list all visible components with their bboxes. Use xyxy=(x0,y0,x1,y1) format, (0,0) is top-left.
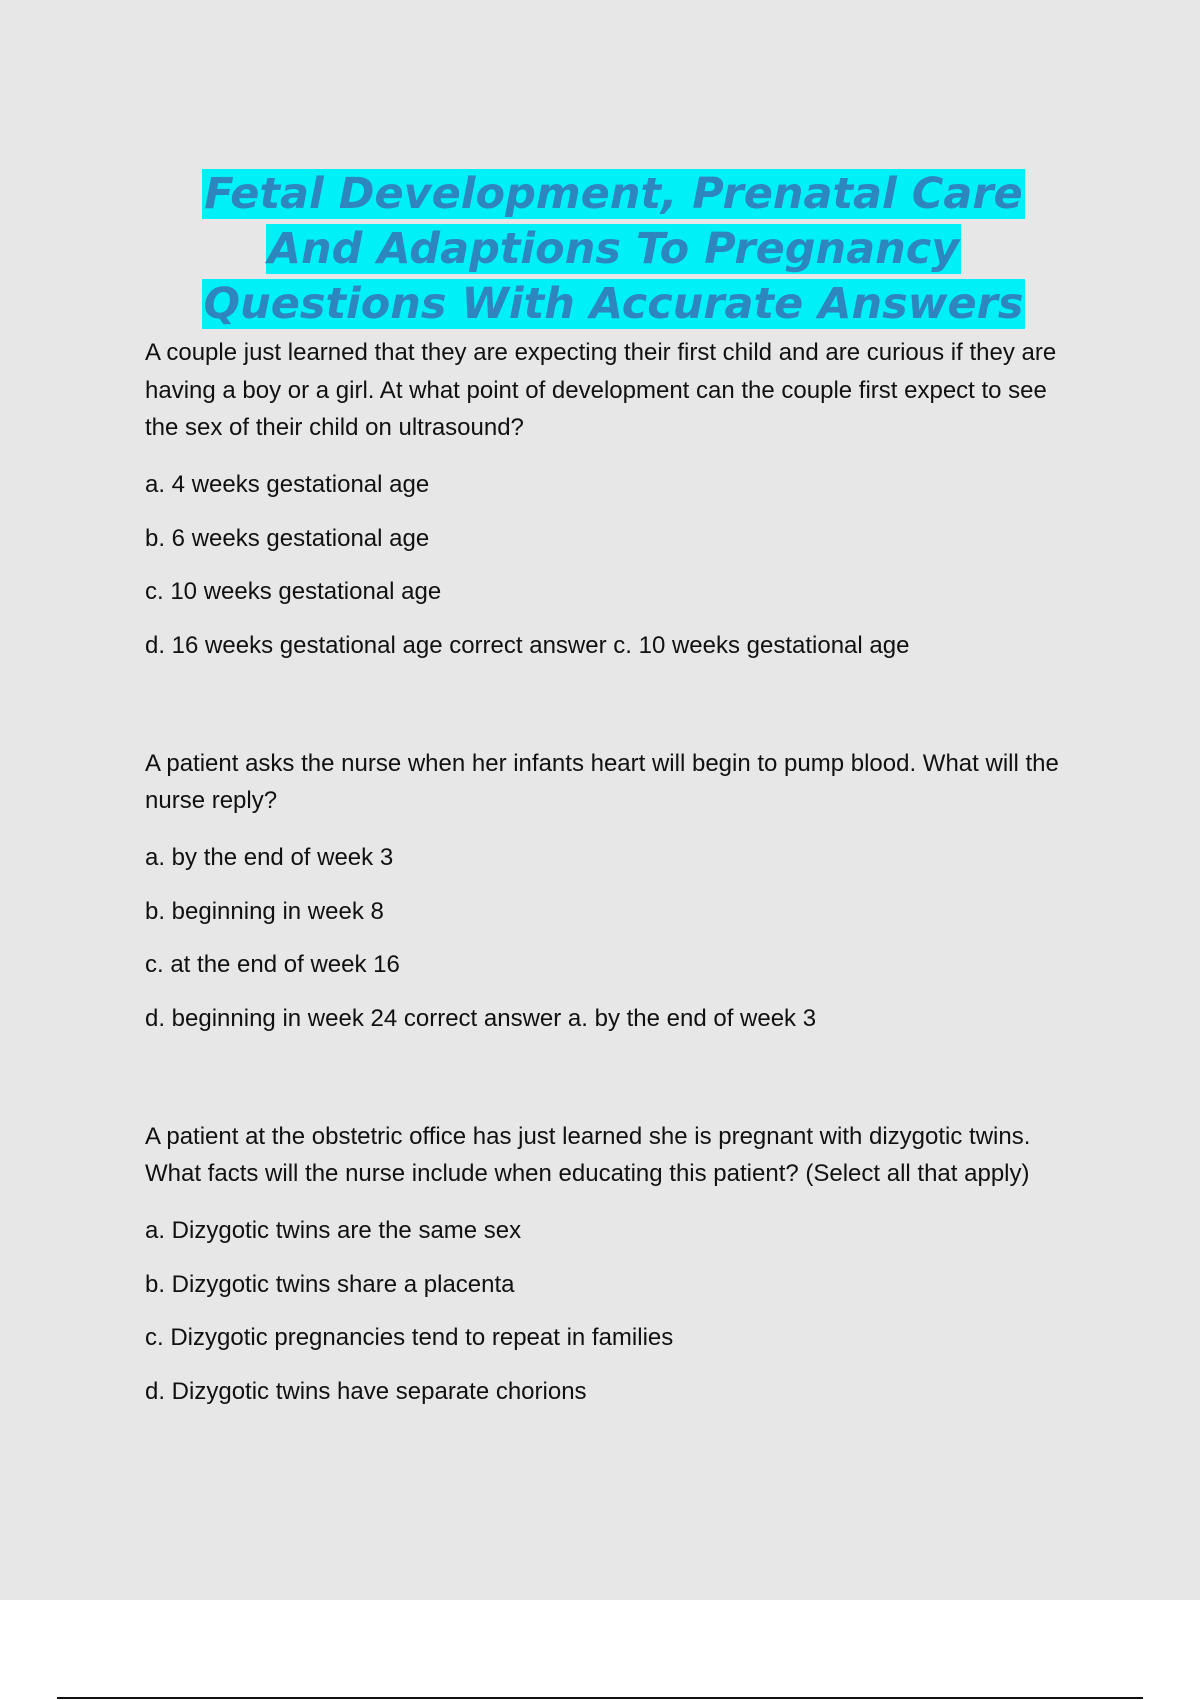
title-line-1: Fetal Development, Prenatal Care xyxy=(204,169,1023,219)
answer-option-d: d. 16 weeks gestational age correct answer c. 10 weeks gestational age xyxy=(145,631,910,659)
question-text: A couple just learned that they are expecting their first child and are curious if they are having a boy or a girl. At what point of development can the couple first expect to see the sex of their child on ultrasound? xyxy=(145,339,1057,441)
answer-option-d: d. Dizygotic twins have separate chorions xyxy=(145,1377,587,1405)
answer-option-b: b. Dizygotic twins share a placenta xyxy=(145,1270,515,1298)
answer-option-a: a. by the end of week 3 xyxy=(145,844,394,871)
question-block-2 xyxy=(145,745,1085,1034)
answer-option-d: d. beginning in week 24 correct answer a. by the end of week 3 xyxy=(145,1004,817,1032)
answer-option-a: a. Dizygotic twins are the same sex xyxy=(145,1217,522,1244)
answer-option-a: a. 4 weeks gestational age xyxy=(145,471,430,498)
answer-options xyxy=(145,843,1085,1034)
title-line-3: Questions With Accurate Answers xyxy=(203,279,1024,329)
answer-options xyxy=(145,470,1085,661)
title-line-2: And Adaptions To Pregnancy xyxy=(267,224,960,274)
answer-options xyxy=(145,1216,1085,1407)
answer-option-b: b. beginning in week 8 xyxy=(145,897,384,925)
question-text: A patient asks the nurse when her infants heart will begin to pump blood. What will the nurse reply? xyxy=(145,749,1059,814)
document-title xyxy=(100,167,1127,332)
answer-option-c: c. 10 weeks gestational age xyxy=(145,578,442,605)
question-block-1 xyxy=(145,334,1085,661)
document-body xyxy=(145,334,1085,1407)
question-text: A patient at the obstetric office has just learned she is pregnant with dizygotic twins. What facts will the nurse include when educating this patient? (Select all that apply) xyxy=(145,1122,1031,1187)
answer-option-b: b. 6 weeks gestational age xyxy=(145,524,430,552)
answer-option-c: c. Dizygotic pregnancies tend to repeat in families xyxy=(145,1324,674,1351)
page-divider xyxy=(57,1697,1143,1699)
answer-option-c: c. at the end of week 16 xyxy=(145,951,400,978)
question-block-3 xyxy=(145,1118,1085,1407)
